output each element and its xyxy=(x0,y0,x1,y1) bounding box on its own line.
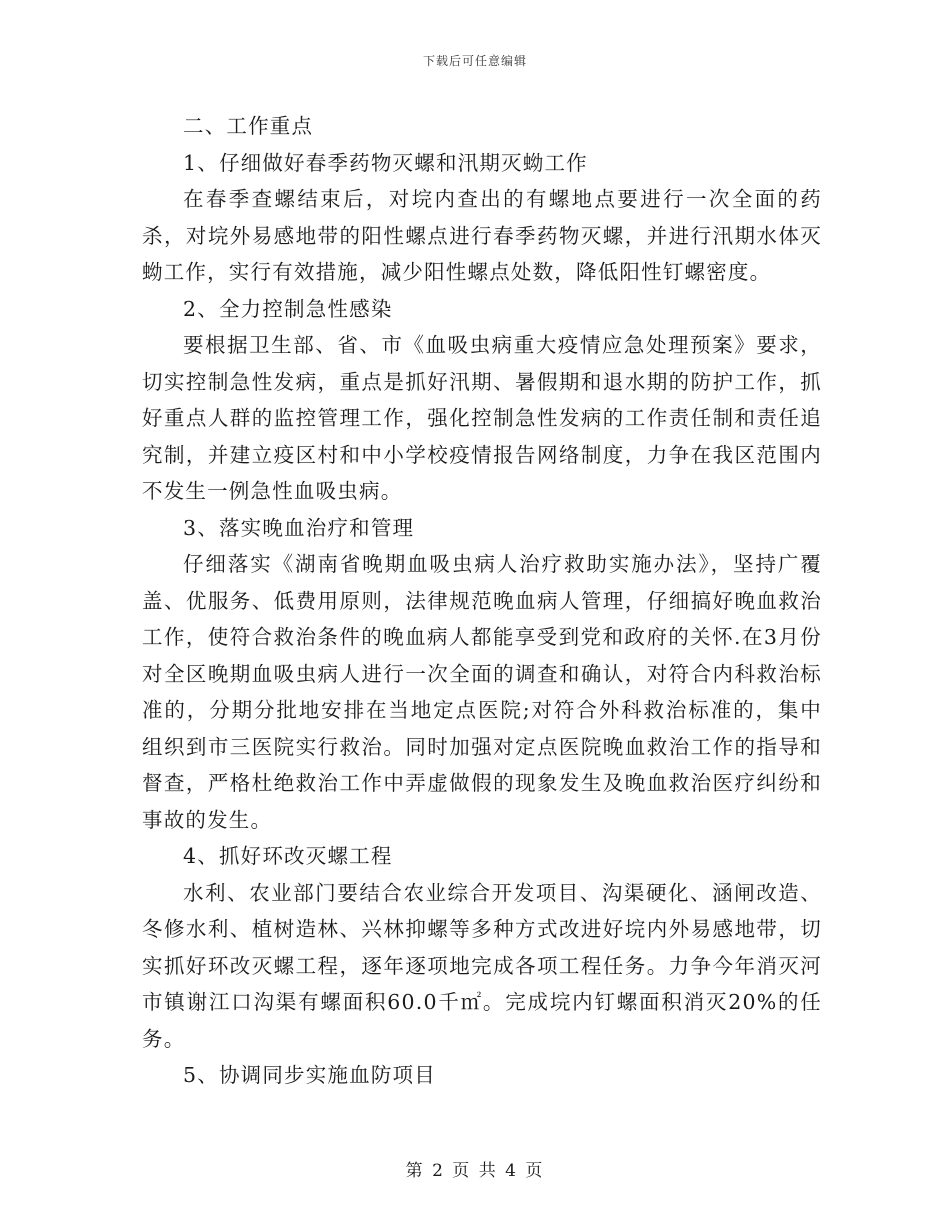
page-header: 下载后可任意编辑 xyxy=(422,54,527,68)
page-content xyxy=(142,108,822,1094)
item-heading-2: 2、全力控制急性感染 xyxy=(183,296,393,321)
item-body-3: 仔细落实《湖南省晚期血吸虫病人治疗救助实施办法》，坚持广覆盖、优服务、低费用原则，法律规范晚血病人管理，仔细搞好晚血救治工作，使符合救治条件的晚血病人都能享受到党和政府的关怀.在3月份对全区晚期血吸虫病人进行一次全面的调查和确认，对符合内科救治标准的，分期分批地安排在当地定点医院;对符合外科救治标准的，集中组织到市三医院实行救治。同时加强对定点医院晚血救治工作的指导和督查，严格杜绝救治工作中弄虚做假的现象发生及晚血救治医疗纠纷和事故的发生。 xyxy=(142,552,822,832)
page-footer: 第 2 页 共 4 页 xyxy=(405,1161,545,1181)
item-heading-4: 4、抓好环改灭螺工程 xyxy=(183,844,393,868)
item-heading-1: 1、仔细做好春季药物灭螺和汛期灭蚴工作 xyxy=(183,150,588,175)
section-heading: 二、工作重点 xyxy=(183,114,314,138)
item-heading-3: 3、落实晚血治疗和管理 xyxy=(183,515,415,540)
item-body-2: 要根据卫生部、省、市《血吸虫病重大疫情应急处理预案》要求，切实控制急性发病，重点是抓好汛期、暑假期和退水期的防护工作，抓好重点人群的监控管理工作，强化控制急性发病的工作责任制和责任追究制，并建立疫区村和中小学校疫情报告网络制度，力争在我区范围内不发生一例急性血吸虫病。 xyxy=(142,333,822,503)
item-heading-5: 5、协调同步实施血防项目 xyxy=(183,1063,436,1087)
item-body-4: 水利、农业部门要结合农业综合开发项目、沟渠硬化、涵闸改造、冬修水利、植树造林、兴林抑螺等多种方式改进好垸内外易感地带，切实抓好环改灭螺工程，逐年逐项地完成各项工程任务。力争今年消灭河市镇谢江口沟渠有螺面积60.0千㎡。完成垸内钉螺面积消灭20%的任务。 xyxy=(142,880,822,1051)
item-body-1: 在春季查螺结束后，对垸内查出的有螺地点要进行一次全面的药杀，对垸外易感地带的阳性螺点进行春季药物灭螺，并进行汛期水体灭蚴工作，实行有效措施，减少阳性螺点处数，降低阳性钉螺密度。 xyxy=(142,187,822,284)
